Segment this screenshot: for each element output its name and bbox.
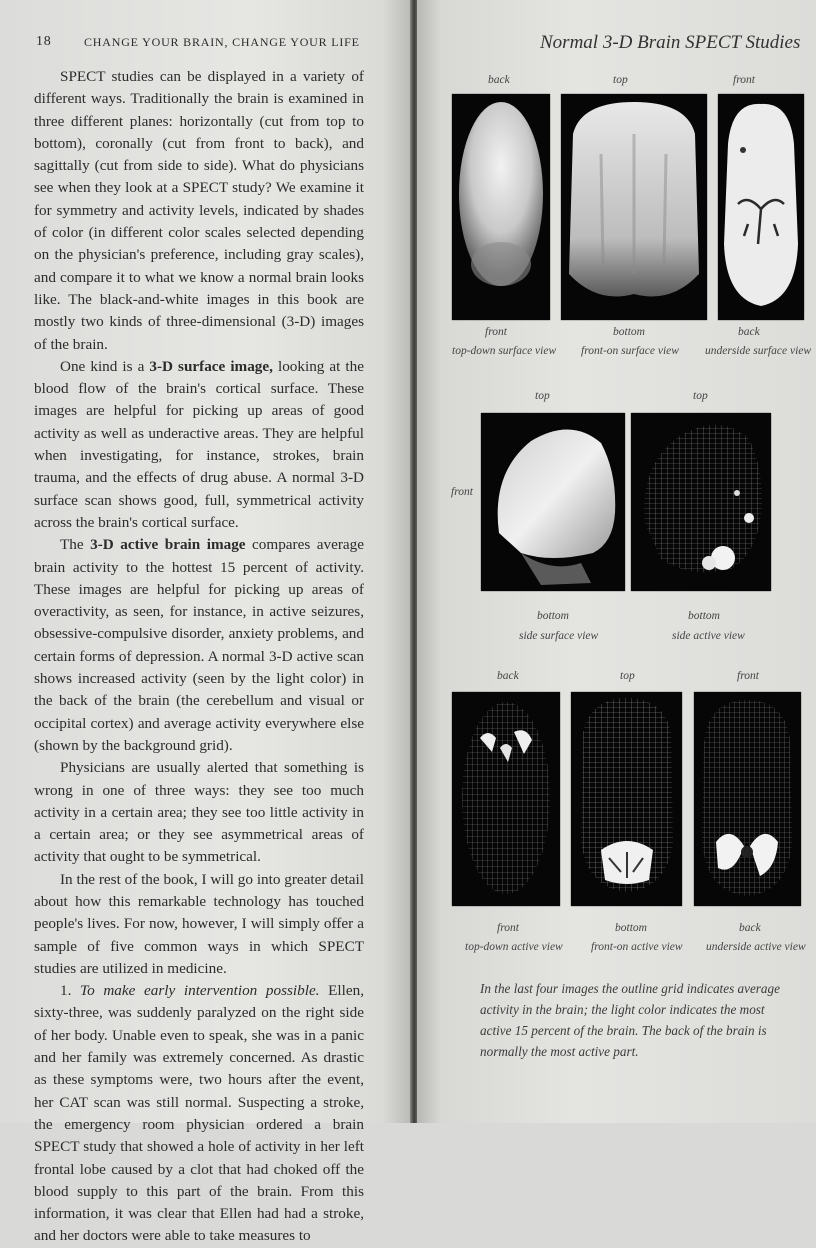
paragraph-rest: looking at the blood flow of the brain's cortical surface. These images are helpful for picking up areas of good activity as well as underactive areas. They are helpful when investigating, for instance, strokes, brain trauma, and the effects of drug abuse. A normal 3-D surface scan shows good, full, symmetrical activity across the brain's cortical surface. (34, 357, 364, 531)
view-label-side-active: side active view (672, 630, 745, 642)
page-number: 18 (36, 34, 52, 49)
label-front: front (497, 922, 519, 934)
view-label-front-on-surface: front-on surface view (581, 345, 679, 357)
label-front: front (733, 74, 755, 86)
paragraph-surface-image (34, 356, 364, 534)
view-label-top-down-surface: top-down surface view (452, 345, 557, 357)
brain-active-image (571, 692, 682, 906)
paragraph-lead: One kind is a (60, 357, 150, 375)
paragraph-rest-of-book: In the rest of the book, I will go into greater detail about how this remarkable technology has touched people's lives. For now, however, I will simply offer a sample of five common ways in which SPECT studies are utilized in medicine. (34, 870, 364, 977)
view-label-top-down-active: top-down active view (465, 941, 563, 953)
paragraph-lead: The (60, 536, 91, 554)
scan-top-down-surface (452, 94, 550, 320)
scan-front-on-active (571, 692, 682, 906)
term-active-image: 3-D active brain image (90, 536, 246, 554)
view-label-underside-active: underside active view (706, 941, 806, 953)
label-top: top (613, 74, 628, 86)
brain-surface-image (561, 94, 707, 320)
paragraph-intro: SPECT studies can be displayed in a variety of different ways. Traditionally the brain is examined in three different planes: horizontally (cut from top to bottom), coronally (cut from front to back), and sagittally (cut from side to side). What do physicians see when they look at a SPECT study? We examine it for symmetry and activity levels, indicated by shades of color (in different color scales selected depending on the physician's preference, including gray scales), and compare it to what we know a normal brain looks like. The black-and-white images in this book are mostly two kinds of three-dimensional (3-D) images of the brain. (34, 68, 364, 353)
view-label-underside-surface: underside surface view (705, 345, 812, 357)
body-text (34, 66, 364, 1248)
scan-underside-surface (718, 94, 804, 320)
label-bottom: bottom (613, 326, 645, 338)
brain-active-image (694, 692, 801, 906)
scan-underside-active (694, 692, 801, 906)
scan-front-on-surface (561, 94, 707, 320)
brain-surface-image (452, 94, 550, 320)
label-bottom: bottom (688, 610, 720, 622)
label-top: top (620, 670, 635, 682)
brain-active-image (631, 413, 771, 591)
figure-caption: In the last four images the outline grid indicates average activity in the brain; the light color indicates the most active 15 percent of the brain. The back of the brain is normally the most active part. (480, 981, 780, 1059)
scan-side-active (631, 413, 771, 591)
paragraph-rest: compares average brain activity to the hottest 15 percent of activity. These images are helpful for picking up areas of overactivity, as seen, for instance, in active seizures, obsessive-compulsive disorder, anxiety problems, and certain forms of depression. A normal 3-D active scan shows increased activity (seen by the light color) in the back of the brain (the cerebellum and visual or occipital cortex) and average activity everywhere else (shown by the background grid). (34, 536, 364, 754)
scan-top-down-active (452, 692, 560, 906)
scan-side-surface (481, 413, 625, 591)
label-top: top (693, 390, 708, 402)
list-heading: To make early intervention possible. (80, 982, 320, 1000)
label-bottom: bottom (537, 610, 569, 622)
term-surface-image: 3-D surface image, (149, 357, 273, 375)
paragraph-alerts: Physicians are usually alerted that something is wrong in one of three ways: they see too much activity in a certain area; they see too little activity in a certain area; or they see asymmetrical areas of activity that ought to be symmetrical. (34, 759, 364, 866)
paragraph-active-image (34, 534, 364, 757)
label-top: top (535, 390, 550, 402)
running-head-title: CHANGE YOUR BRAIN, CHANGE YOUR LIFE (84, 35, 360, 49)
view-label-side-surface: side surface view (519, 630, 599, 642)
label-front: front (737, 670, 759, 682)
label-front: front (485, 326, 507, 338)
brain-surface-image (481, 413, 625, 591)
label-back: back (738, 326, 760, 338)
paragraph-rest: Ellen, sixty-three, was suddenly paralyzed on the right side of her body. Unable even to speak, she was in a panic and her family was extremely concerned. As drastic as these symptoms were, two hours after the event, her CAT scan was still normal. Suspecting a stroke, the emergency room physician ordered a brain SPECT study that showed a hole of activity in her left frontal lobe caused by a clot that had choked off the blood supply to this part of the brain. From this information, it was clear that Ellen had had a stroke, and her doctors were able to take measures to (34, 982, 364, 1245)
figure-title: Normal 3-D Brain SPECT Studies (540, 32, 801, 53)
list-number: 1. (60, 982, 81, 1000)
label-bottom: bottom (615, 922, 647, 934)
view-label-front-on-active: front-on active view (591, 941, 683, 953)
label-front: front (451, 486, 473, 498)
brain-active-image (452, 692, 560, 906)
label-back: back (739, 922, 761, 934)
brain-surface-image (718, 94, 804, 320)
label-back: back (497, 670, 519, 682)
label-back: back (488, 74, 510, 86)
paragraph-early-intervention (34, 980, 364, 1248)
